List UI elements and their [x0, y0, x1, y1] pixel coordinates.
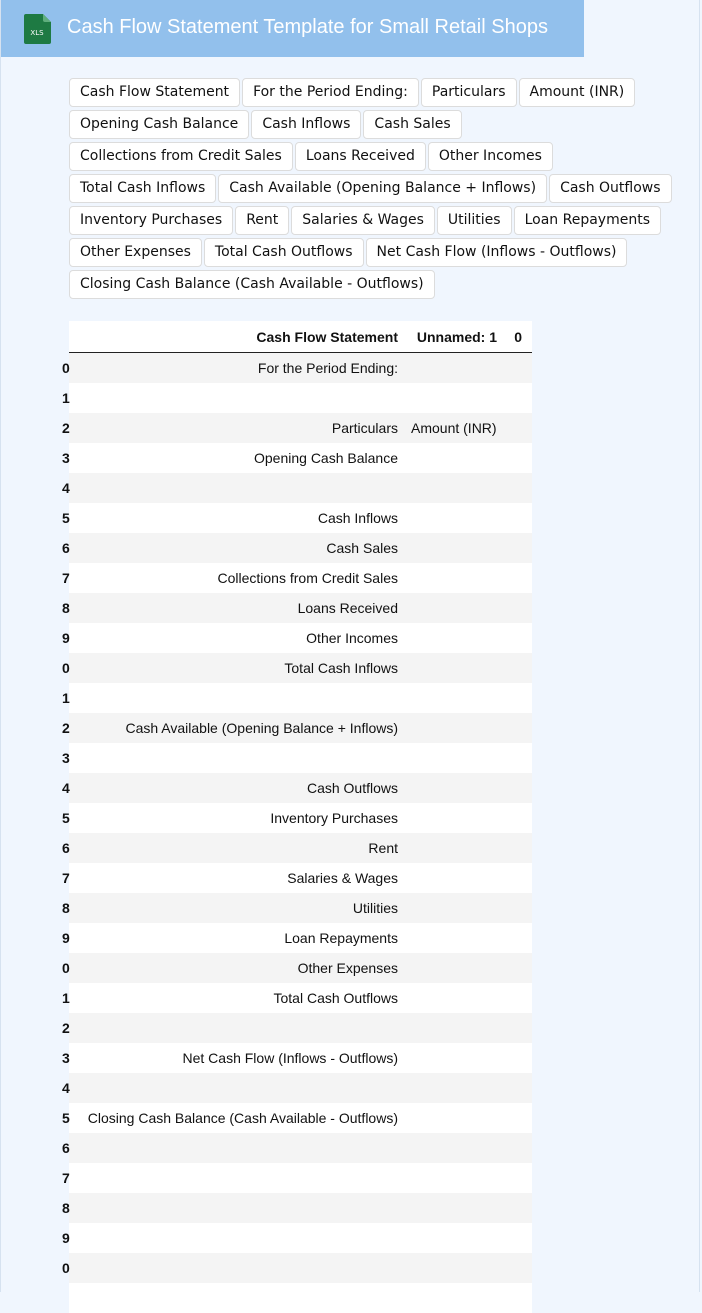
cell-0	[500, 833, 532, 863]
cell-cash-flow-statement	[73, 743, 401, 773]
cell-cash-flow-statement: Other Incomes	[73, 623, 401, 653]
cell-unnamed-1	[401, 1163, 500, 1193]
cell-0	[500, 1163, 532, 1193]
row-index: 3	[69, 743, 73, 773]
row-index: 3	[69, 1043, 73, 1073]
table-row[interactable]	[69, 1133, 532, 1163]
cell-cash-flow-statement: Other Expenses	[73, 953, 401, 983]
row-index: 8	[69, 893, 73, 923]
cell-cash-flow-statement: Total Cash Outflows	[73, 983, 401, 1013]
column-chip[interactable]: Inventory Purchases	[69, 206, 233, 235]
cell-0	[500, 473, 532, 503]
cell-0	[500, 653, 532, 683]
app-header	[1, 0, 584, 57]
xls-file-icon	[23, 14, 51, 44]
cell-unnamed-1	[401, 353, 500, 384]
column-header-unnamed-1[interactable]: Unnamed: 1	[401, 321, 500, 353]
cell-0	[500, 623, 532, 653]
cell-cash-flow-statement	[73, 473, 401, 503]
cell-cash-flow-statement: Cash Outflows	[73, 773, 401, 803]
cell-cash-flow-statement: Utilities	[73, 893, 401, 923]
cell-0	[500, 1073, 532, 1103]
cell-cash-flow-statement: Salaries & Wages	[73, 863, 401, 893]
row-index: 5	[69, 503, 73, 533]
row-index: 2	[69, 413, 73, 443]
cell-cash-flow-statement	[73, 1193, 401, 1223]
row-index: 3	[69, 443, 73, 473]
table-row[interactable]	[69, 1013, 532, 1043]
row-index: 9	[69, 623, 73, 653]
row-index: 0	[69, 1253, 73, 1283]
table-row[interactable]	[69, 653, 532, 683]
row-index: 2	[69, 713, 73, 743]
cell-unnamed-1	[401, 1283, 500, 1313]
column-chip[interactable]: Cash Sales	[363, 110, 461, 139]
cell-cash-flow-statement	[73, 1163, 401, 1193]
table-row[interactable]	[69, 893, 532, 923]
column-chip[interactable]: Cash Flow Statement	[69, 78, 240, 107]
row-index: 5	[69, 1103, 73, 1133]
cell-unnamed-1	[401, 1133, 500, 1163]
data-table	[69, 321, 532, 1313]
cell-0	[500, 743, 532, 773]
table-row[interactable]	[69, 833, 532, 863]
page-title: Cash Flow Statement Template for Small Retail Shops	[67, 16, 548, 39]
cell-cash-flow-statement: Particulars	[73, 413, 401, 443]
column-header-cash-flow-statement[interactable]: Cash Flow Statement	[73, 321, 401, 353]
cell-0	[500, 983, 532, 1013]
cell-cash-flow-statement: Closing Cash Balance (Cash Available - Outflows)	[73, 1103, 401, 1133]
row-index: 4	[69, 773, 73, 803]
cell-0	[500, 443, 532, 473]
row-index: 1	[69, 683, 73, 713]
cell-cash-flow-statement: Cash Sales	[73, 533, 401, 563]
cell-0	[500, 383, 532, 413]
column-chip[interactable]: Opening Cash Balance	[69, 110, 249, 139]
cell-0	[500, 683, 532, 713]
cell-unnamed-1	[401, 1103, 500, 1133]
row-index: 4	[69, 1073, 73, 1103]
cell-unnamed-1	[401, 1193, 500, 1223]
cell-unnamed-1	[401, 1223, 500, 1253]
column-chip[interactable]: Other Expenses	[69, 238, 202, 267]
cell-0	[500, 1283, 532, 1313]
table-row[interactable]	[69, 413, 532, 443]
row-index: 0	[69, 353, 73, 384]
table-row[interactable]	[69, 503, 532, 533]
column-chip[interactable]: Other Incomes	[428, 142, 553, 171]
column-chip[interactable]: Total Cash Inflows	[69, 174, 216, 203]
table-row[interactable]	[69, 1253, 532, 1283]
cell-cash-flow-statement	[73, 1283, 401, 1313]
row-index: 1	[69, 383, 73, 413]
column-chip[interactable]: Net Cash Flow (Inflows - Outflows)	[366, 238, 628, 267]
column-chip[interactable]: Amount (INR)	[519, 78, 636, 107]
cell-0	[500, 1103, 532, 1133]
table-row[interactable]	[69, 863, 532, 893]
cell-unnamed-1	[401, 1073, 500, 1103]
table-body	[69, 353, 532, 1313]
table-row[interactable]	[69, 593, 532, 623]
cell-cash-flow-statement	[73, 1223, 401, 1253]
cell-cash-flow-statement: Cash Available (Opening Balance + Inflows)	[73, 713, 401, 743]
cell-unnamed-1	[401, 743, 500, 773]
cell-cash-flow-statement	[73, 1253, 401, 1283]
column-header-0[interactable]: 0	[500, 321, 532, 353]
cell-unnamed-1	[401, 533, 500, 563]
cell-0	[500, 923, 532, 953]
cell-0	[500, 503, 532, 533]
table-row[interactable]	[69, 533, 532, 563]
cell-0	[500, 953, 532, 983]
cell-cash-flow-statement: Collections from Credit Sales	[73, 563, 401, 593]
row-index: 4	[69, 473, 73, 503]
row-index: 9	[69, 923, 73, 953]
cell-0	[500, 713, 532, 743]
cell-unnamed-1	[401, 383, 500, 413]
row-index: 7	[69, 863, 73, 893]
cell-cash-flow-statement: Cash Inflows	[73, 503, 401, 533]
cell-cash-flow-statement	[73, 1013, 401, 1043]
cell-unnamed-1	[401, 1253, 500, 1283]
cell-0	[500, 893, 532, 923]
column-chip[interactable]: Cash Available (Opening Balance + Inflows)	[218, 174, 547, 203]
table-row[interactable]	[69, 623, 532, 653]
row-index: 7	[69, 563, 73, 593]
table-row[interactable]	[69, 983, 532, 1013]
cell-unnamed-1	[401, 773, 500, 803]
table-row[interactable]	[69, 563, 532, 593]
table-row[interactable]	[69, 1103, 532, 1133]
table-row[interactable]	[69, 1283, 532, 1313]
cell-cash-flow-statement	[73, 1133, 401, 1163]
table-row[interactable]	[69, 1163, 532, 1193]
row-index: 9	[69, 1223, 73, 1253]
table-row[interactable]	[69, 1073, 532, 1103]
table-row[interactable]	[69, 953, 532, 983]
cell-0	[500, 863, 532, 893]
row-index: 8	[69, 593, 73, 623]
cell-unnamed-1	[401, 563, 500, 593]
cell-unnamed-1	[401, 713, 500, 743]
table-row[interactable]	[69, 1043, 532, 1073]
cell-unnamed-1	[401, 503, 500, 533]
table-row[interactable]	[69, 773, 532, 803]
cell-0	[500, 563, 532, 593]
cell-cash-flow-statement: Net Cash Flow (Inflows - Outflows)	[73, 1043, 401, 1073]
column-chip[interactable]: For the Period Ending:	[242, 78, 419, 107]
row-index: 7	[69, 1163, 73, 1193]
cell-0	[500, 413, 532, 443]
cell-0	[500, 1013, 532, 1043]
cell-unnamed-1	[401, 983, 500, 1013]
row-index: 6	[69, 1133, 73, 1163]
column-chip[interactable]: Loans Received	[295, 142, 426, 171]
xls-icon-text: XLS	[30, 29, 44, 37]
table-row[interactable]	[69, 383, 532, 413]
cell-unnamed-1	[401, 803, 500, 833]
cell-cash-flow-statement: For the Period Ending:	[73, 353, 401, 384]
row-index: 6	[69, 533, 73, 563]
row-index: 6	[69, 833, 73, 863]
cell-cash-flow-statement: Loan Repayments	[73, 923, 401, 953]
cell-unnamed-1	[401, 683, 500, 713]
table-row[interactable]	[69, 473, 532, 503]
cell-unnamed-1	[401, 473, 500, 503]
cell-unnamed-1	[401, 923, 500, 953]
cell-cash-flow-statement	[73, 683, 401, 713]
cell-unnamed-1	[401, 623, 500, 653]
cell-0	[500, 1253, 532, 1283]
table-row[interactable]	[69, 803, 532, 833]
cell-0	[500, 1133, 532, 1163]
row-index: 2	[69, 1013, 73, 1043]
table-row[interactable]	[69, 743, 532, 773]
cell-unnamed-1	[401, 653, 500, 683]
cell-cash-flow-statement: Loans Received	[73, 593, 401, 623]
cell-unnamed-1	[401, 863, 500, 893]
table-header-row	[69, 321, 532, 353]
cell-unnamed-1	[401, 1013, 500, 1043]
table-row[interactable]	[69, 683, 532, 713]
row-index: 8	[69, 1193, 73, 1223]
cell-0	[500, 1223, 532, 1253]
cell-unnamed-1	[401, 593, 500, 623]
column-chip[interactable]: Collections from Credit Sales	[69, 142, 293, 171]
cell-cash-flow-statement	[73, 383, 401, 413]
cell-unnamed-1	[401, 953, 500, 983]
cell-unnamed-1	[401, 833, 500, 863]
column-chip[interactable]: Rent	[235, 206, 289, 235]
cell-unnamed-1	[401, 1043, 500, 1073]
column-chip[interactable]: Closing Cash Balance (Cash Available - Outflows)	[69, 270, 435, 299]
cell-unnamed-1: Amount (INR)	[401, 413, 500, 443]
cell-cash-flow-statement	[73, 1073, 401, 1103]
table-row[interactable]	[69, 923, 532, 953]
cell-cash-flow-statement: Opening Cash Balance	[73, 443, 401, 473]
row-index: 0	[69, 953, 73, 983]
cell-unnamed-1	[401, 443, 500, 473]
cell-0	[500, 1193, 532, 1223]
cell-unnamed-1	[401, 893, 500, 923]
column-chip-list	[69, 78, 679, 299]
column-chip[interactable]: Cash Outflows	[549, 174, 671, 203]
cell-0	[500, 533, 532, 563]
table-row[interactable]	[69, 713, 532, 743]
cell-0	[500, 593, 532, 623]
data-table-container[interactable]	[69, 321, 526, 1292]
table-row[interactable]	[69, 1193, 532, 1223]
row-index: 1	[69, 983, 73, 1013]
column-chip[interactable]: Utilities	[437, 206, 512, 235]
cell-0	[500, 773, 532, 803]
cell-0	[500, 1043, 532, 1073]
table-row[interactable]	[69, 1223, 532, 1253]
column-chip[interactable]: Particulars	[421, 78, 517, 107]
cell-cash-flow-statement: Inventory Purchases	[73, 803, 401, 833]
row-index: 5	[69, 803, 73, 833]
column-chip[interactable]: Total Cash Outflows	[204, 238, 364, 267]
cell-cash-flow-statement: Rent	[73, 833, 401, 863]
cell-0	[500, 803, 532, 833]
row-index: 0	[69, 653, 73, 683]
table-row[interactable]	[69, 443, 532, 473]
column-chip[interactable]: Cash Inflows	[251, 110, 361, 139]
table-row[interactable]	[69, 353, 532, 384]
cell-cash-flow-statement: Total Cash Inflows	[73, 653, 401, 683]
column-chip[interactable]: Loan Repayments	[514, 206, 661, 235]
cell-0	[500, 353, 532, 384]
column-chip[interactable]: Salaries & Wages	[291, 206, 435, 235]
